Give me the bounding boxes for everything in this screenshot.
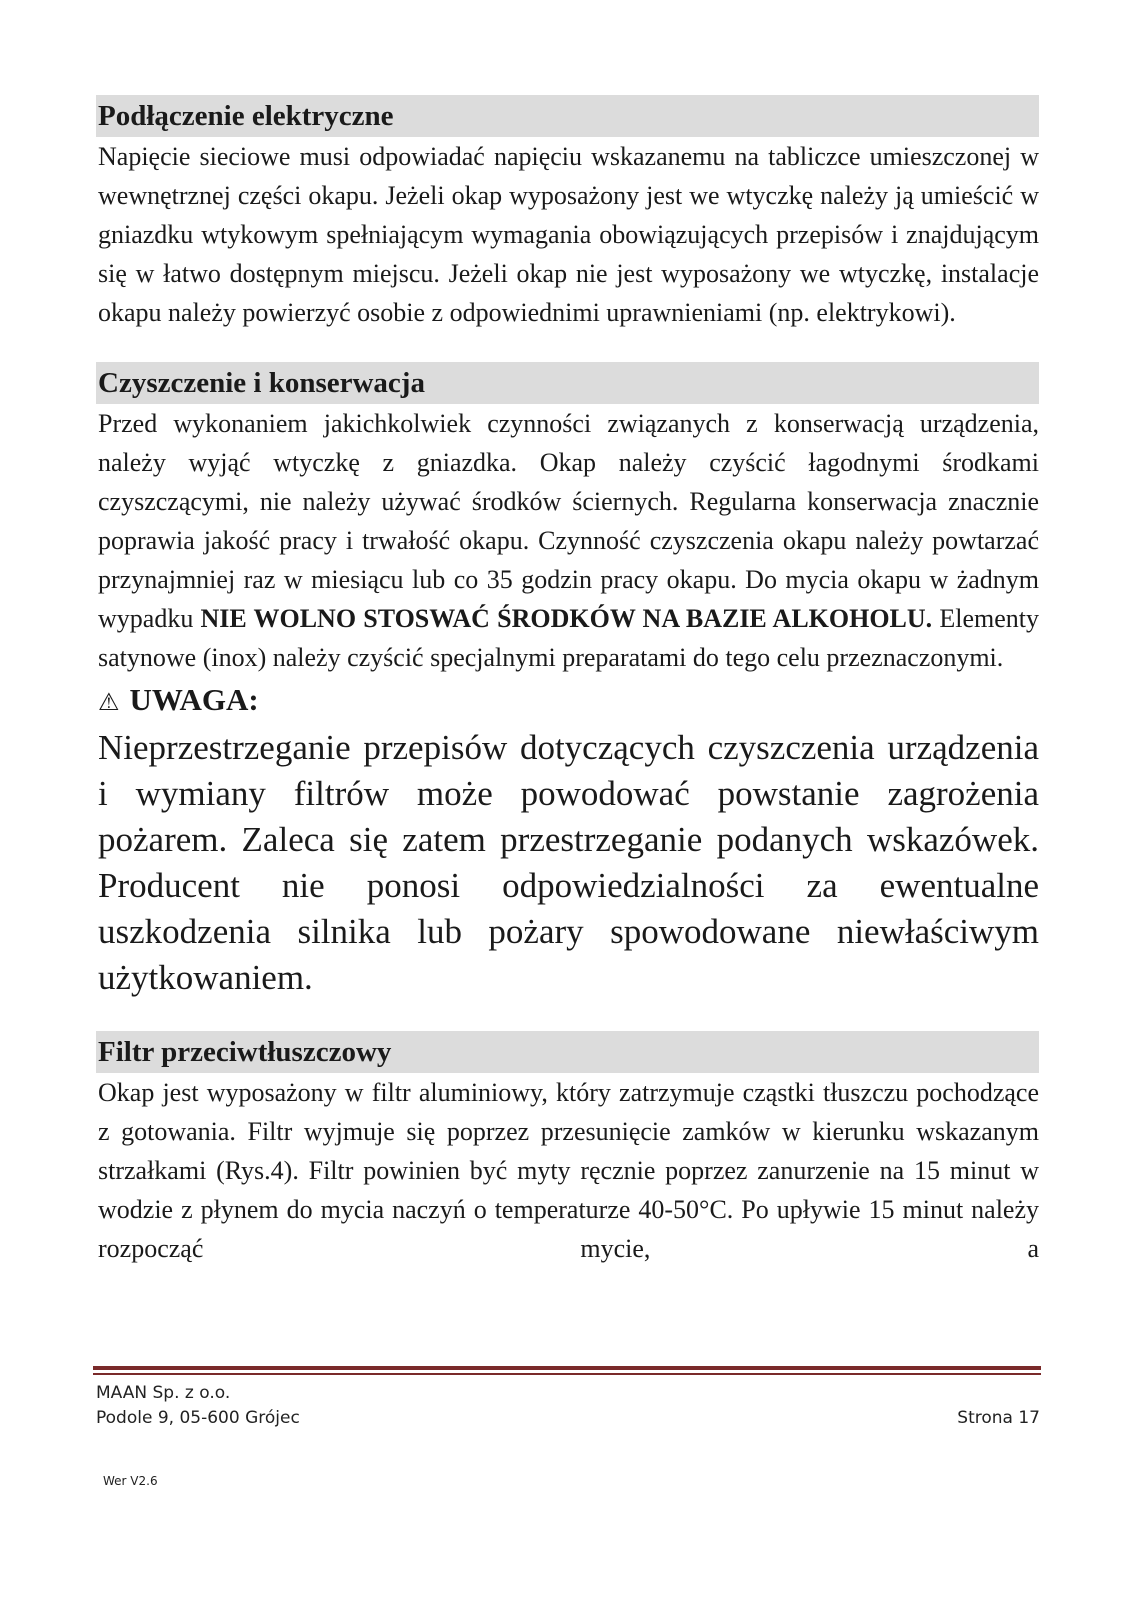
section-heading-filter: Filtr przeciwtłuszczowy (96, 1031, 1039, 1073)
paragraph-electrical: Napięcie sieciowe musi odpowiadać napięciu wskazanemu na tabliczce umieszczonej w wewnętrznej części okapu. Jeżeli okap wyposażony jest we wtyczkę należy ją umieścić w gniazdku wtykowym spełniającym wymagania obowiązujących przepisów i znajdującym się w łatwo dostępnym miejscu. Jeżeli okap nie jest wyposażony we wtyczkę, instalacje okapu należy powierzyć osobie z odpowiednimi uprawnieniami (np. elektrykowi). (98, 142, 1039, 327)
section-heading-cleaning: Czyszczenie i konserwacja (96, 362, 1039, 404)
page-footer (96, 1381, 1040, 1431)
footer-address: Podole 9, 05-600 Grójec (96, 1408, 300, 1428)
cleaning-text-before: Przed wykonaniem jakichkolwiek czynności związanych z konserwacją urządzenia, należy wyjąć wtyczkę z gniazdka. Okap należy czyścić łagodnymi środkami czyszczącymi, nie należy używać środków ściernych. Regularna konserwacja znacznie poprawia jakość pracy i trwałość okapu. Czynność czyszczenia okapu należy powtarzać przynajmniej raz w miesiącu lub co 35 godzin pracy okapu. Do mycia okapu w żadnym wypadku (98, 409, 1039, 633)
page-content (96, 95, 1039, 1268)
section-heading-electrical: Podłączenie elektryczne (96, 95, 1039, 137)
cleaning-text-after: Elementy satynowe (inox) należy czyścić specjalnymi preparatami do tego celu przeznaczonymi. (98, 604, 1040, 672)
footer-rule-thin (93, 1373, 1041, 1375)
paragraph-filter: Okap jest wyposażony w filtr aluminiowy, który zatrzymuje cząstki tłuszczu pochodzące z gotowania. Filtr wyjmuje się poprzez przesunięcie zamków w kierunku wskazanym strzałkami (Rys.4). Filtr powinien być myty ręcznie poprzez zanurzenie na 15 minut w wodzie z płynem do mycia naczyń o temperaturze 40-50°C. Po upływie 15 minut należy rozpocząć mycie, a (98, 1078, 1039, 1263)
page-number: Strona 17 (957, 1408, 1040, 1428)
footer-company: MAAN Sp. z o.o. (96, 1383, 231, 1403)
warning-paragraph: Nieprzestrzeganie przepisów dotyczących czyszczenia urządzenia i wymiany filtrów może powodować powstanie zagrożenia pożarem. Zaleca się zatem przestrzeganie podanych wskazówek. Producent nie ponosi odpowiedzialności za ewentualne uszkodzenia silnika lub pożary spowodowane niewłaściwym użytkowaniem. (98, 728, 1039, 997)
version-label: Wer V2.6 (103, 1474, 158, 1488)
paragraph-cleaning (96, 404, 1039, 677)
cleaning-text-bold: NIE WOLNO STOSWAĆ ŚRODKÓW NA BAZIE ALKOHOLU. (200, 604, 933, 633)
warning-title-text: UWAGA: (129, 682, 259, 717)
warning-title (96, 677, 1039, 725)
warning-icon: ⚠ (98, 688, 120, 716)
footer-rule-thick (93, 1366, 1041, 1370)
